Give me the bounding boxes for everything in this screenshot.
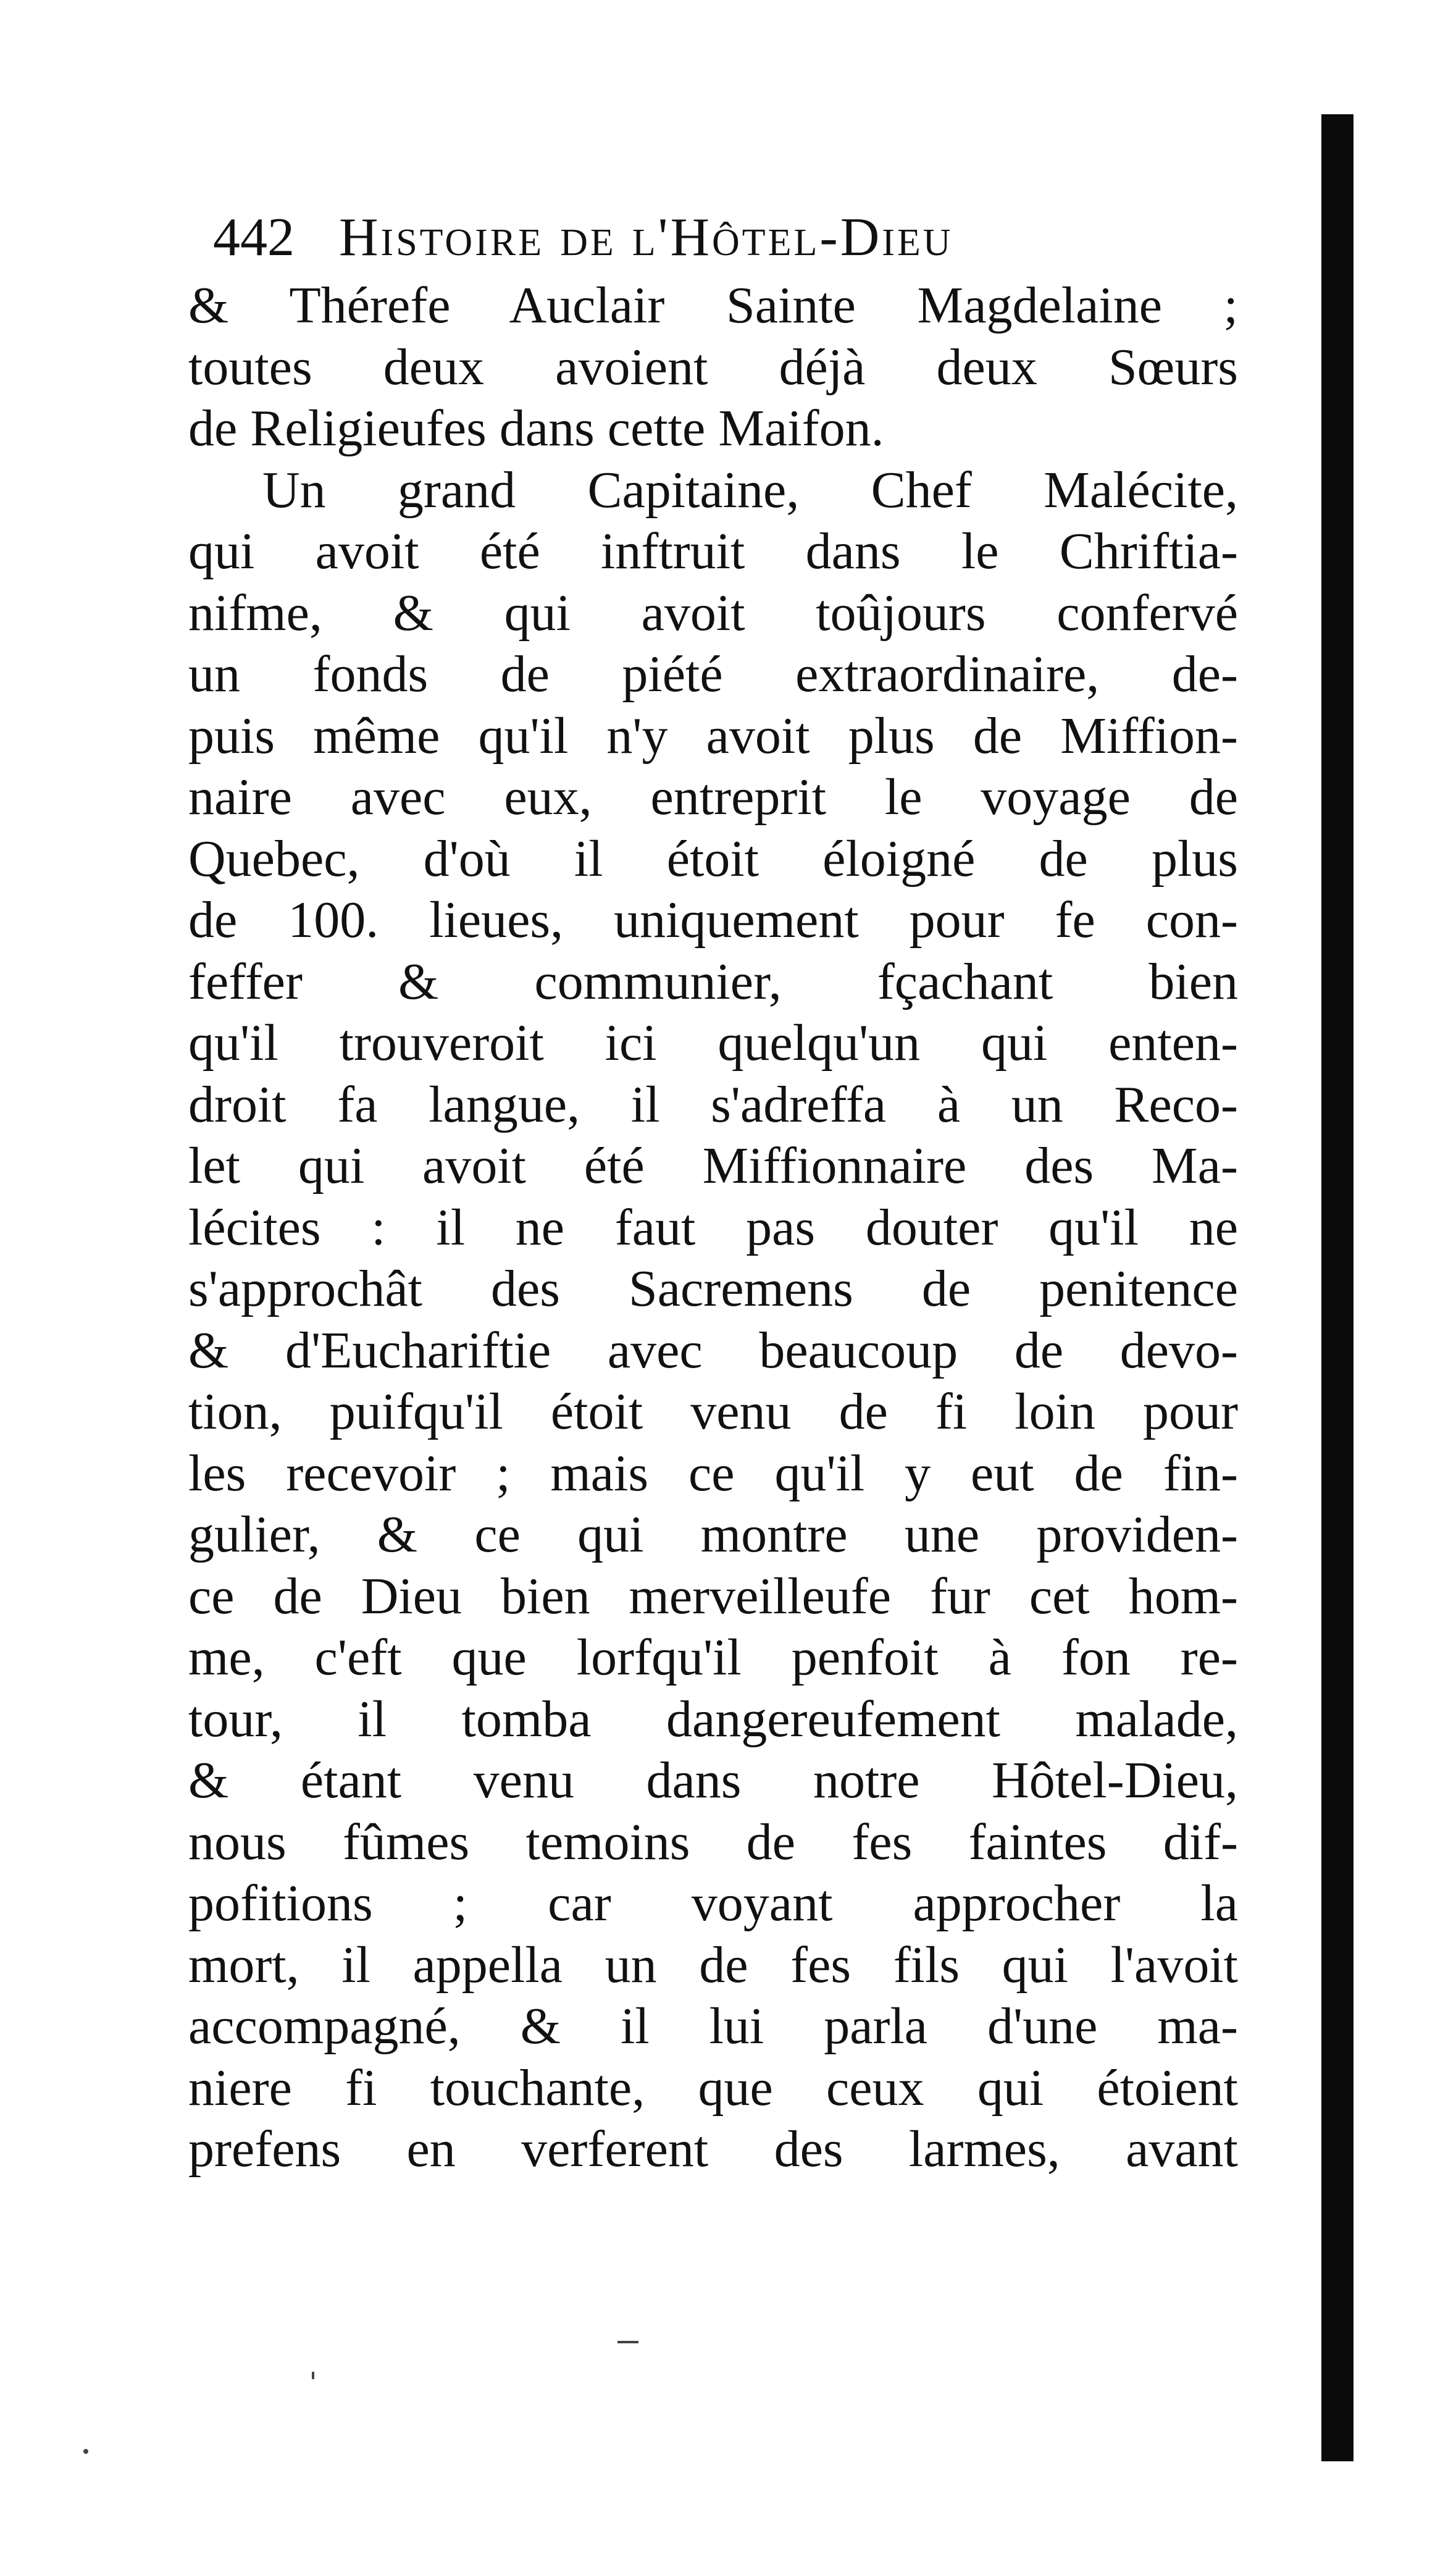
text-line: & étant venu dans notre Hôtel-Dieu, (188, 1752, 1238, 1809)
text-line: pofitions ; car voyant approcher la (188, 1875, 1238, 1932)
text-line: feffer & communier, fçachant bien (188, 952, 1238, 1010)
page-header (213, 204, 1232, 272)
text-line: tion, puifqu'il étoit venu de fi loin pour (188, 1383, 1238, 1440)
text-line: nifme, & qui avoit toûjours confervé (188, 584, 1238, 642)
text-line: me, c'eft que lorfqu'il penfoit à fon re- (188, 1629, 1238, 1686)
text-line: gulier, & ce qui montre une providen- (188, 1506, 1238, 1563)
text-line: puis même qu'il n'y avoit plus de Miffion- (188, 707, 1238, 765)
scan-speck (312, 2372, 314, 2379)
text-line: Quebec, d'où il étoit éloigné de plus (188, 829, 1238, 888)
scan-speck (617, 2341, 638, 2343)
text-line: un fonds de piété extraordinaire, de- (188, 645, 1238, 703)
scan-speck (83, 2449, 88, 2454)
text-line: toutes deux avoient déjà deux Sœurs (188, 338, 1238, 396)
text-line: tour, il tomba dangereufement malade, (188, 1690, 1238, 1748)
body-text (188, 275, 1238, 2180)
text-line: les recevoir ; mais ce qu'il y eut de fin- (188, 1444, 1238, 1502)
text-line: de 100. lieues, uniquement pour fe con- (188, 891, 1238, 949)
text-line: droit fa langue, il s'adreffa à un Reco- (188, 1075, 1238, 1133)
text-line: qui avoit été inftruit dans le Chriftia- (188, 523, 1238, 580)
text-line: & d'Euchariftie avec beaucoup de devo- (188, 1321, 1238, 1379)
text-line: lécites : il ne faut pas douter qu'il ne (188, 1198, 1238, 1256)
text-line: naire avec eux, entreprit le voyage de (188, 768, 1238, 826)
text-line: ce de Dieu bien merveilleufe fur cet hom- (188, 1567, 1238, 1625)
running-title: Histoire de l'Hôtel-Dieu (339, 208, 953, 267)
text-line: & Thérefe Auclair Sainte Magdelaine ; (188, 277, 1238, 334)
text-line: prefens en verferent des larmes, avant (188, 2120, 1238, 2178)
text-line: mort, il appella un de fes fils qui l'avoit (188, 1936, 1238, 1994)
text-line: de Religieufes dans cette Maifon. (188, 400, 884, 457)
text-line: nous fûmes temoins de fes faintes dif- (188, 1813, 1238, 1871)
text-line: niere fi touchante, que ceux qui étoient (188, 2059, 1238, 2117)
paragraph-start-line: Un grand Capitaine, Chef Malécite, (262, 461, 1238, 519)
scan-edge-bar (1321, 114, 1353, 2461)
text-line: let qui avoit été Miffionnaire des Ma- (188, 1137, 1238, 1195)
text-line: qu'il trouveroit ici quelqu'un qui enten- (188, 1014, 1238, 1072)
page-number: 442 (213, 208, 295, 267)
text-line: accompagné, & il lui parla d'une ma- (188, 1997, 1238, 2055)
text-line: s'approchât des Sacremens de penitence (188, 1260, 1238, 1317)
